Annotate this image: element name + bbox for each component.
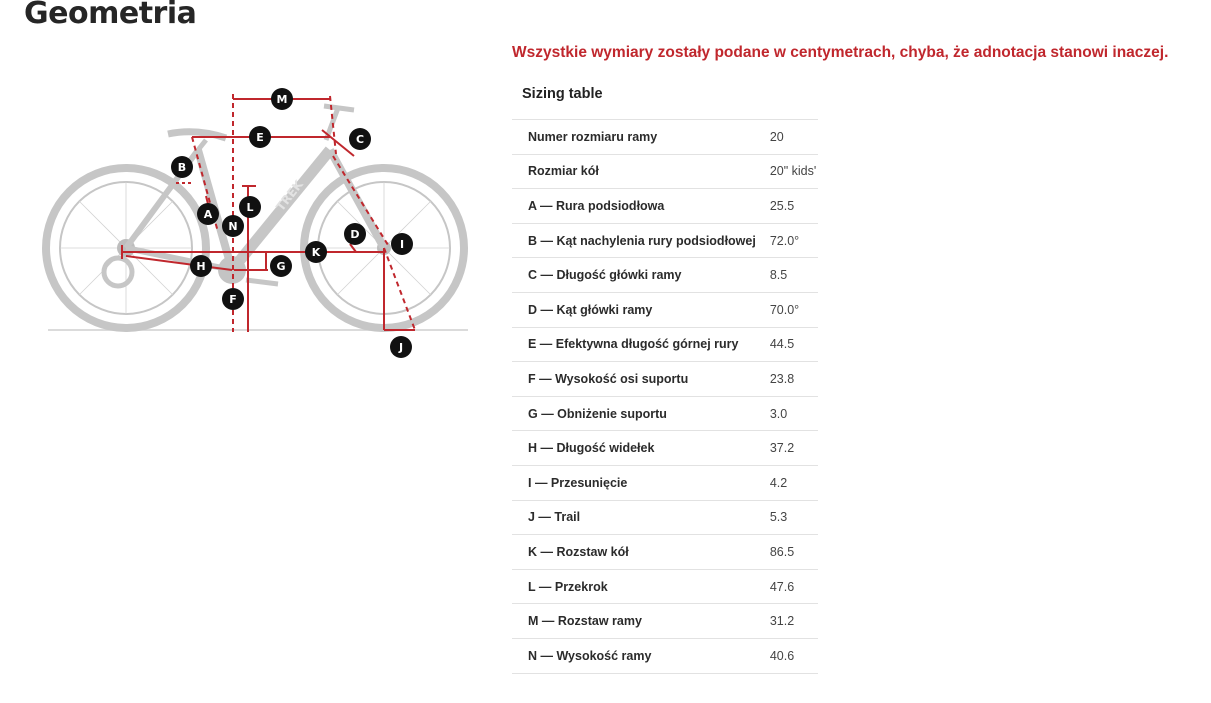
table-row [512, 189, 818, 224]
svg-text:D: D [350, 228, 360, 241]
row-value: 8.5 [756, 258, 818, 293]
svg-text:G: G [276, 260, 286, 273]
table-row [512, 292, 818, 327]
row-value: 5.3 [756, 500, 818, 535]
row-value: 25.5 [756, 189, 818, 224]
row-value: 20 [756, 120, 818, 155]
table-row [512, 327, 818, 362]
svg-text:M: M [276, 93, 288, 106]
row-value: 72.0° [756, 223, 818, 258]
table-row [512, 258, 818, 293]
frame-text: TREK [273, 177, 306, 214]
table-row [512, 396, 818, 431]
label-b [171, 156, 193, 178]
row-label: N — Wysokość ramy [512, 638, 756, 673]
row-label: D — Kąt główki ramy [512, 292, 756, 327]
row-label: H — Długość widełek [512, 431, 756, 466]
row-label: L — Przekrok [512, 569, 756, 604]
row-label: A — Rura podsiodłowa [512, 189, 756, 224]
label-c [349, 128, 371, 150]
svg-text:F: F [229, 293, 237, 306]
row-value: 20" kids' [756, 154, 818, 189]
svg-text:J: J [398, 341, 404, 354]
svg-text:H: H [196, 260, 206, 273]
table-row [512, 223, 818, 258]
label-k [305, 241, 327, 263]
table-row [512, 465, 818, 500]
sizing-table [512, 119, 818, 674]
bike-geometry-diagram [36, 84, 476, 364]
table-row [512, 120, 818, 155]
row-value: 4.2 [756, 465, 818, 500]
label-i [391, 233, 413, 255]
table-row [512, 569, 818, 604]
row-value: 3.0 [756, 396, 818, 431]
label-m [271, 88, 293, 110]
row-value: 70.0° [756, 292, 818, 327]
row-value: 47.6 [756, 569, 818, 604]
row-label: C — Długość główki ramy [512, 258, 756, 293]
row-value: 44.5 [756, 327, 818, 362]
table-row [512, 431, 818, 466]
label-e [249, 126, 271, 148]
table-row [512, 500, 818, 535]
table-row [512, 154, 818, 189]
row-label: F — Wysokość osi suportu [512, 362, 756, 397]
units-note: Wszystkie wymiary zostały podane w centymetrach, chyba, że adnotacja stanowi inaczej. [512, 44, 1169, 61]
svg-text:I: I [399, 238, 405, 251]
row-value: 40.6 [756, 638, 818, 673]
svg-text:A: A [203, 208, 213, 221]
row-label: M — Rozstaw ramy [512, 604, 756, 639]
svg-text:C: C [355, 133, 365, 146]
table-row [512, 604, 818, 639]
row-label: I — Przesunięcie [512, 465, 756, 500]
label-h [190, 255, 212, 277]
label-n [222, 215, 244, 237]
row-label: G — Obniżenie suportu [512, 396, 756, 431]
label-j [390, 336, 412, 358]
label-f [222, 288, 244, 310]
row-value: 23.8 [756, 362, 818, 397]
table-row [512, 535, 818, 570]
label-d [344, 223, 366, 245]
row-label: Numer rozmiaru ramy [512, 120, 756, 155]
row-value: 37.2 [756, 431, 818, 466]
svg-text:N: N [228, 220, 238, 233]
label-l [239, 196, 261, 218]
page-title: Geometria [24, 0, 197, 31]
dimension-labels [171, 88, 413, 358]
row-label: E — Efektywna długość górnej rury [512, 327, 756, 362]
row-label: K — Rozstaw kół [512, 535, 756, 570]
label-a [197, 203, 219, 225]
row-value: 86.5 [756, 535, 818, 570]
sizing-table-title: Sizing table [522, 86, 603, 102]
svg-text:B: B [177, 161, 187, 174]
row-label: B — Kąt nachylenia rury podsiodłowej [512, 223, 756, 258]
table-row [512, 638, 818, 673]
svg-text:K: K [311, 246, 321, 259]
row-label: Rozmiar kół [512, 154, 756, 189]
svg-text:L: L [246, 201, 254, 214]
row-value: 31.2 [756, 604, 818, 639]
table-row [512, 362, 818, 397]
label-g [270, 255, 292, 277]
row-label: J — Trail [512, 500, 756, 535]
svg-text:E: E [256, 131, 264, 144]
dimension-lines [122, 94, 415, 332]
